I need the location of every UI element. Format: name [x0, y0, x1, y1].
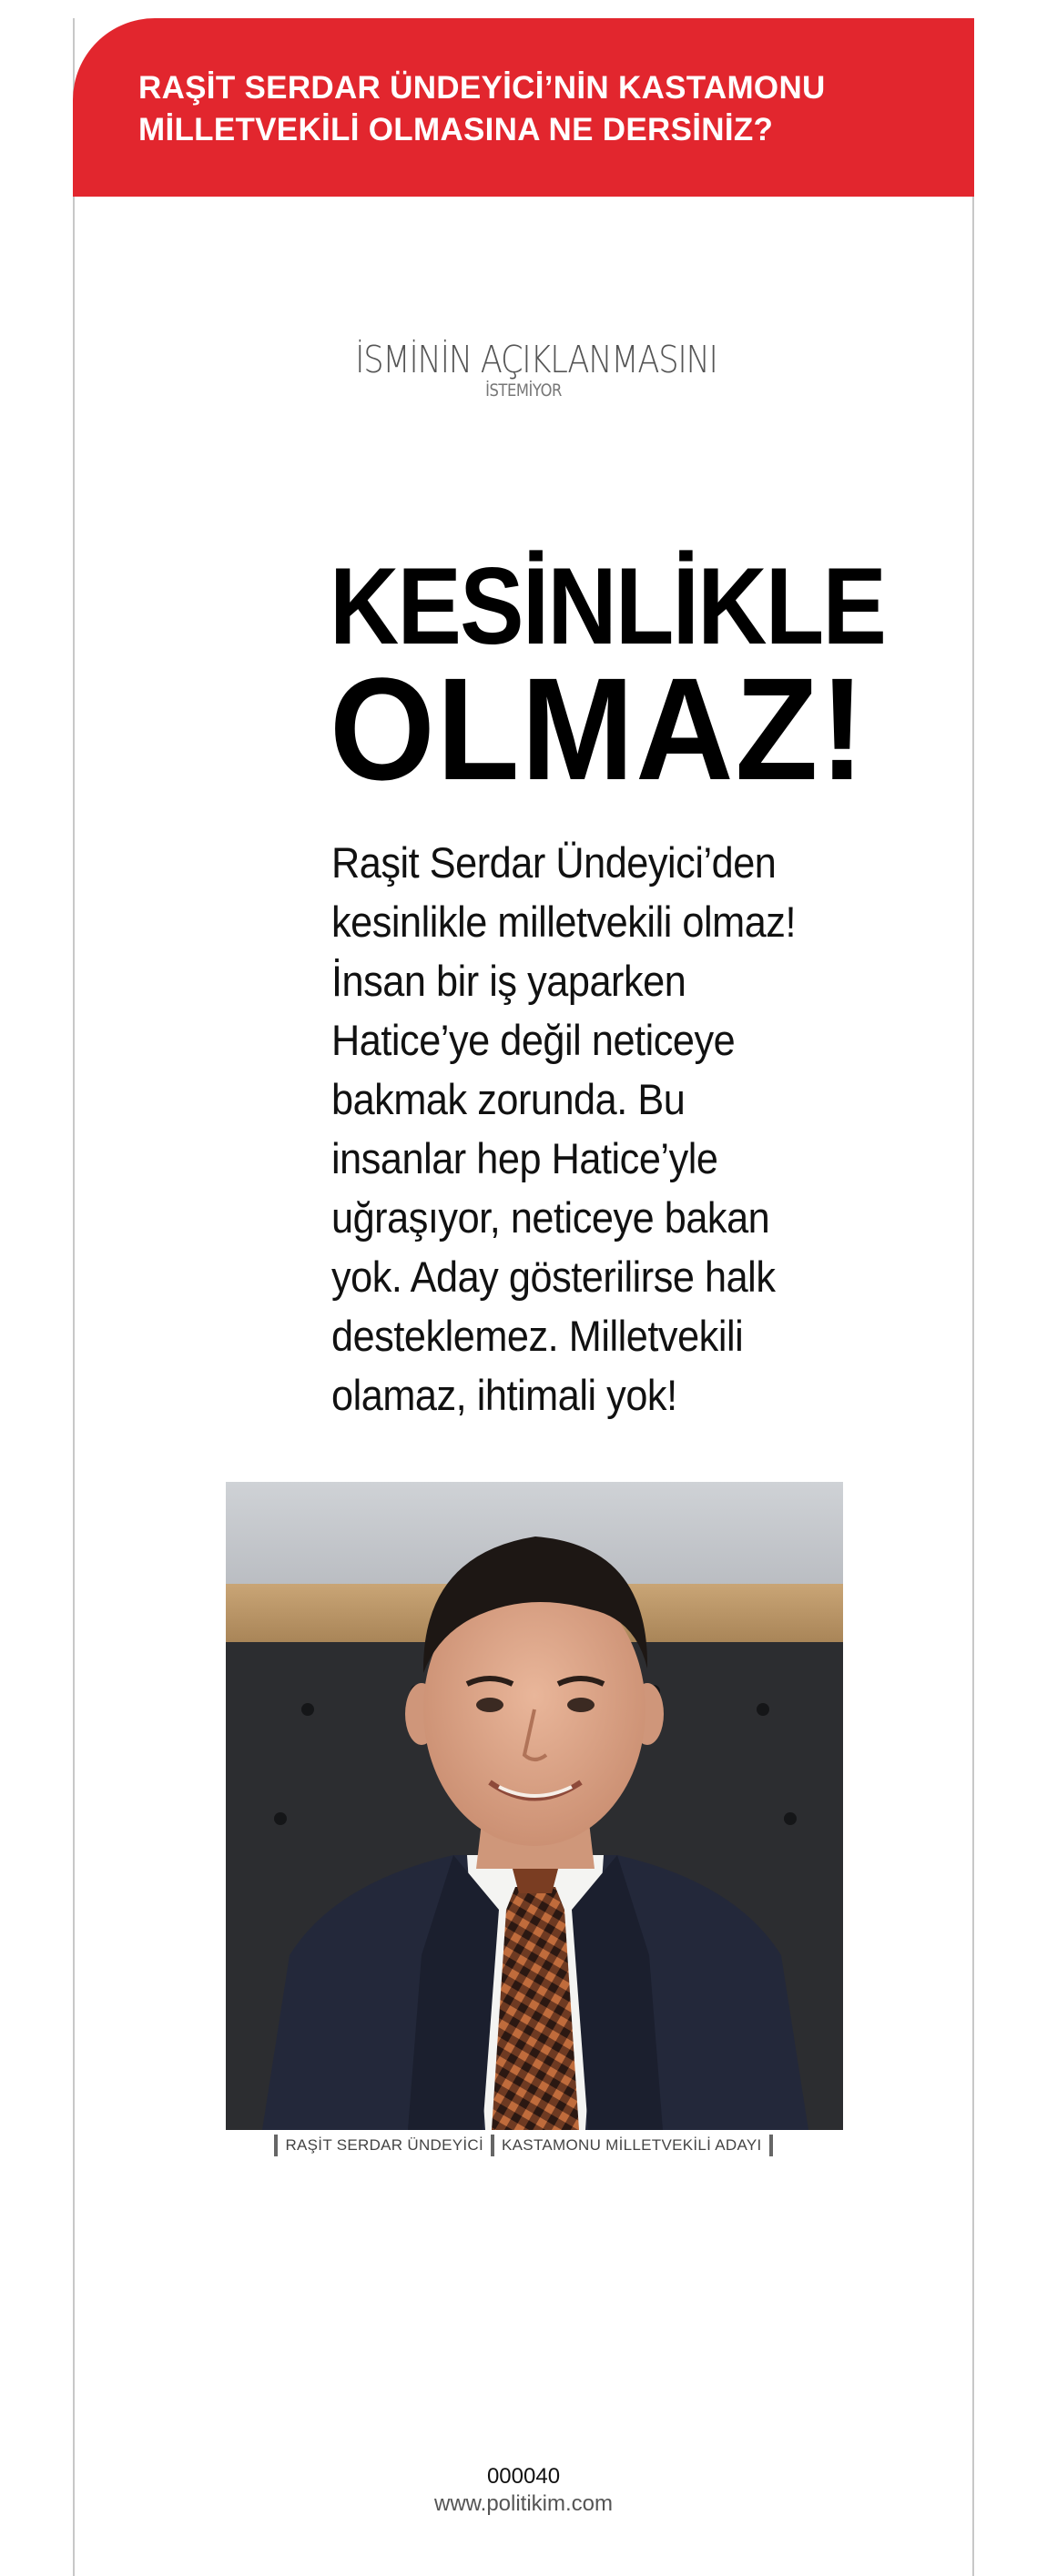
banner-line-1: RAŞİT SERDAR ÜNDEYİCİ’NİN KASTAMONU [138, 70, 826, 106]
quote-line: Hatice’ye değil neticeye [331, 1016, 736, 1064]
source-line-2: İSTEMİYOR [485, 380, 562, 401]
quote-line: kesinlikle milletvekili olmaz! [331, 898, 797, 946]
quote-line: bakmak zorunda. Bu [331, 1075, 686, 1123]
caption-divider [769, 2135, 773, 2156]
caption-divider [491, 2135, 494, 2156]
caption-role: KASTAMONU MİLLETVEKİLİ ADAYI [502, 2136, 762, 2154]
quote-text [331, 833, 797, 1425]
headline-line-1: KESİNLİKLE [330, 545, 886, 667]
footer-code: 000040 [486, 2464, 561, 2489]
respondent-source [328, 339, 719, 401]
footer-url: www.politikim.com [433, 2491, 614, 2516]
caption-name: RAŞİT SERDAR ÜNDEYİCİ [285, 2136, 484, 2154]
quote-line: insanlar hep Hatice’yle [331, 1134, 718, 1182]
page-footer [0, 2463, 1047, 2518]
quote-line: uğraşıyor, neticeye bakan [331, 1193, 770, 1242]
candidate-photo [226, 1482, 843, 2130]
photo-caption [0, 2135, 1047, 2156]
quote-line: yok. Aday gösterilirse halk [331, 1253, 776, 1301]
quote-line: olamaz, ihtimali yok! [331, 1371, 677, 1419]
quote-line: desteklemez. Milletvekili [331, 1312, 744, 1360]
answer-headline [330, 545, 894, 810]
quote-line: İnsan bir iş yaparken [331, 957, 686, 1005]
question-banner [73, 18, 974, 197]
quote-line: Raşit Serdar Ündeyici’den [331, 838, 777, 887]
banner-line-2: MİLLETVEKİLİ OLMASINA NE DERSİNİZ? [138, 112, 774, 147]
headline-line-2: OLMAZ! [330, 647, 867, 810]
caption-divider [274, 2135, 278, 2156]
source-line-1: İSMİNİN AÇIKLANMASINI [355, 338, 717, 381]
